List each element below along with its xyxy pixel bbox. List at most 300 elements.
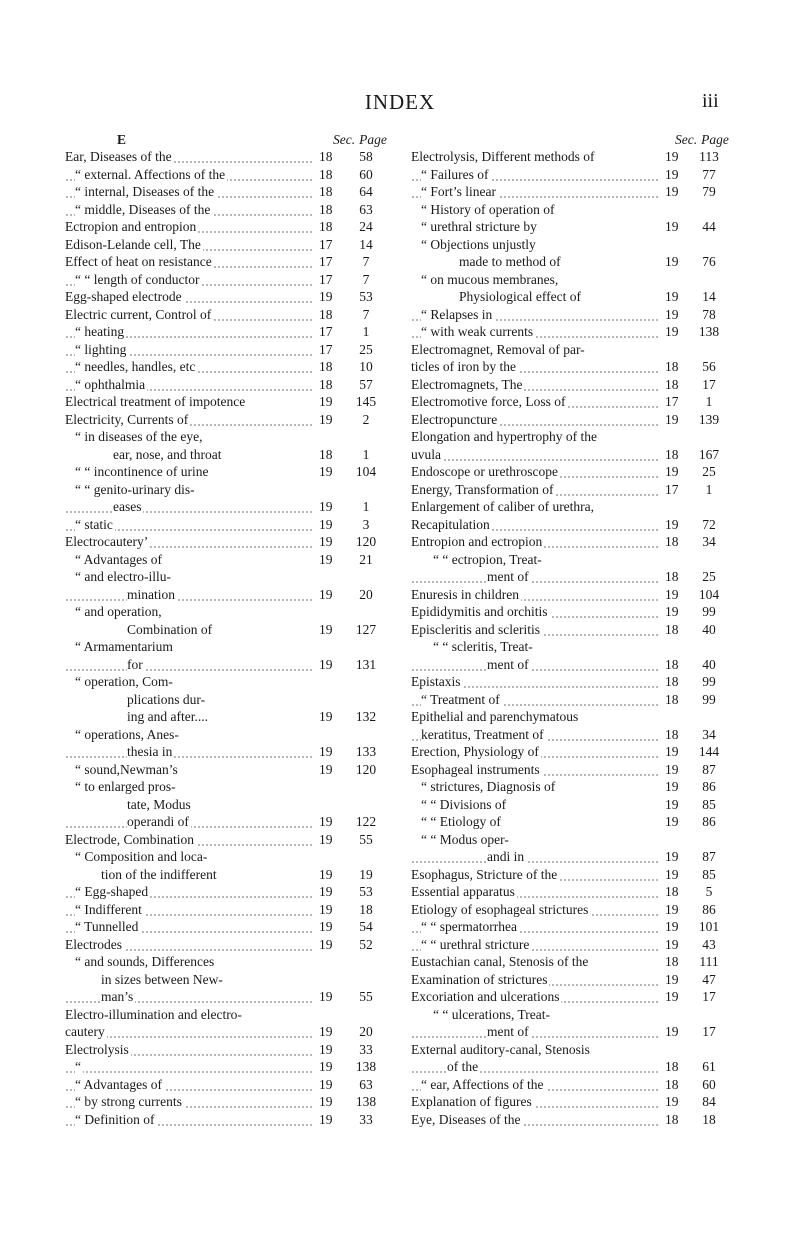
index-entry bbox=[65, 183, 405, 201]
entry-page: 52 bbox=[348, 936, 381, 954]
entry-page: 138 bbox=[348, 1058, 381, 1076]
entry-text: Electro-illumination and electro- bbox=[65, 1006, 242, 1022]
index-entry bbox=[411, 1041, 731, 1059]
index-entry bbox=[411, 586, 731, 604]
entry-text: “ and operation, bbox=[75, 604, 162, 619]
entry-page: 60 bbox=[348, 166, 381, 184]
entry-section: 19 bbox=[659, 603, 689, 621]
index-entry bbox=[65, 358, 405, 376]
entry-section: 18 bbox=[313, 306, 344, 324]
index-entry bbox=[411, 621, 731, 639]
entry-text: Ear, Diseases of the bbox=[65, 149, 172, 164]
entry-section: 17 bbox=[659, 393, 689, 411]
index-entry bbox=[65, 236, 405, 254]
entry-section: 19 bbox=[659, 516, 689, 534]
entry-text: “ “ Modus oper- bbox=[421, 831, 509, 847]
entry-text: ear, nose, and throat bbox=[113, 446, 222, 462]
entry-section: 18 bbox=[659, 621, 689, 639]
index-entry bbox=[65, 848, 405, 866]
entry-page: 10 bbox=[348, 358, 381, 376]
index-entry bbox=[411, 656, 731, 674]
index-entry bbox=[65, 1006, 405, 1024]
index-entry bbox=[65, 428, 405, 446]
entry-text: Electropuncture bbox=[411, 411, 498, 427]
entry-section: 19 bbox=[659, 1093, 689, 1111]
entry-text: “ “ spermatorrhea bbox=[421, 919, 517, 934]
index-entry bbox=[65, 1093, 405, 1111]
index-entry bbox=[411, 988, 731, 1006]
entry-page: 63 bbox=[348, 201, 381, 219]
index-entry bbox=[65, 726, 405, 744]
entry-page: 1 bbox=[348, 323, 381, 341]
entry-text: “ middle, Diseases of the bbox=[75, 201, 211, 217]
entry-text: in sizes between New- bbox=[101, 971, 223, 987]
entry-text: Excoriation and ulcerations bbox=[411, 989, 560, 1004]
entry-text: “ in diseases of the eye, bbox=[75, 429, 203, 444]
entry-text: “ Failures of bbox=[421, 166, 489, 182]
entry-text: Enlargement of caliber of urethra, bbox=[411, 499, 595, 514]
entry-section: 19 bbox=[313, 1093, 344, 1111]
index-entry bbox=[65, 271, 405, 289]
index-entry bbox=[411, 288, 731, 306]
entry-page: 34 bbox=[690, 726, 725, 744]
entry-section: 19 bbox=[659, 1023, 689, 1041]
entry-section: 19 bbox=[659, 901, 689, 919]
index-entry bbox=[411, 883, 731, 901]
entry-page: 20 bbox=[348, 1023, 381, 1041]
entry-text: Episcleritis and scleritis bbox=[411, 621, 540, 637]
entry-page: 5 bbox=[690, 883, 725, 901]
entry-page: 120 bbox=[348, 533, 381, 551]
entry-text: “ Tunnelled bbox=[75, 919, 139, 934]
entry-section: 19 bbox=[659, 288, 689, 306]
index-entry bbox=[65, 796, 405, 814]
entry-page: 17 bbox=[690, 376, 725, 394]
entry-section: 19 bbox=[313, 743, 344, 761]
index-entry bbox=[65, 656, 405, 674]
entry-section: 18 bbox=[659, 656, 689, 674]
index-entry bbox=[411, 533, 731, 551]
index-entry bbox=[65, 866, 405, 884]
entry-page: 40 bbox=[690, 621, 725, 639]
entry-section: 19 bbox=[659, 971, 689, 989]
entry-text: man’s bbox=[101, 989, 134, 1004]
entry-section: 19 bbox=[659, 848, 689, 866]
index-entry bbox=[65, 1111, 405, 1129]
entry-section: 19 bbox=[313, 516, 344, 534]
entry-page: 86 bbox=[690, 813, 725, 831]
entry-section: 18 bbox=[313, 218, 344, 236]
entry-section: 18 bbox=[659, 673, 689, 691]
entry-section: 19 bbox=[659, 866, 689, 884]
entry-text: Electrode, Combination bbox=[65, 831, 194, 847]
index-entry bbox=[411, 1093, 731, 1111]
entry-page: 53 bbox=[348, 288, 381, 306]
entry-page: 87 bbox=[690, 848, 725, 866]
index-entry bbox=[65, 568, 405, 586]
index-entry bbox=[411, 253, 731, 271]
entry-text: eases bbox=[113, 499, 142, 514]
index-entry bbox=[411, 568, 731, 586]
entry-page: 99 bbox=[690, 603, 725, 621]
index-entry bbox=[411, 708, 731, 726]
entry-section: 18 bbox=[313, 446, 344, 464]
entry-page: 122 bbox=[348, 813, 381, 831]
index-entry bbox=[65, 323, 405, 341]
entry-text: Electrical treatment of impotence bbox=[65, 394, 246, 409]
index-entry bbox=[65, 341, 405, 359]
index-entry bbox=[411, 428, 731, 446]
entry-section: 18 bbox=[313, 166, 344, 184]
entry-text: Recapitulation bbox=[411, 516, 490, 532]
index-entry bbox=[411, 971, 731, 989]
entry-section: 18 bbox=[659, 376, 689, 394]
entry-text: “ Advantages of bbox=[75, 1076, 162, 1092]
entry-page: 21 bbox=[348, 551, 381, 569]
index-entry bbox=[65, 166, 405, 184]
entry-section: 19 bbox=[659, 253, 689, 271]
index-entry bbox=[65, 1041, 405, 1059]
entry-text: External auditory-canal, Stenosis bbox=[411, 1041, 590, 1057]
entry-text: Egg-shaped electrode bbox=[65, 289, 182, 304]
entry-text: “ Fort’s linear bbox=[421, 184, 496, 199]
entry-section: 19 bbox=[313, 1023, 344, 1041]
index-entry bbox=[411, 936, 731, 954]
entry-section: 19 bbox=[659, 918, 689, 936]
entry-text: “ by strong currents bbox=[75, 1094, 182, 1109]
index-entry bbox=[411, 393, 731, 411]
entry-page: 63 bbox=[348, 1076, 381, 1094]
index-entry bbox=[65, 376, 405, 394]
entry-text: Esophageal instruments bbox=[411, 761, 540, 777]
entry-text: Electrodes bbox=[65, 936, 122, 952]
page-column-label: Page bbox=[359, 132, 387, 147]
index-entry bbox=[411, 813, 731, 831]
entry-page: 86 bbox=[690, 901, 725, 919]
entry-page: 99 bbox=[690, 691, 725, 709]
index-entry bbox=[411, 551, 731, 569]
index-entry bbox=[65, 446, 405, 464]
entry-page: 84 bbox=[690, 1093, 725, 1111]
entry-page: 1 bbox=[348, 446, 381, 464]
index-entry bbox=[65, 673, 405, 691]
entry-text: “ bbox=[75, 1059, 81, 1074]
entry-text: plications dur- bbox=[127, 691, 206, 707]
index-entry bbox=[65, 831, 405, 849]
entry-section: 19 bbox=[313, 918, 344, 936]
index-entry bbox=[65, 498, 405, 516]
entry-text: Electromagnet, Removal of par- bbox=[411, 341, 585, 357]
page-number: iii bbox=[702, 90, 719, 112]
entry-text: “ operations, Anes- bbox=[75, 726, 179, 742]
entry-section: 19 bbox=[313, 551, 344, 569]
entry-page: 17 bbox=[690, 988, 725, 1006]
entry-text: “ “ length of conductor bbox=[75, 271, 200, 287]
index-entry bbox=[411, 236, 731, 254]
index-entry bbox=[411, 831, 731, 849]
entry-text: for bbox=[127, 656, 143, 672]
index-entry bbox=[411, 306, 731, 324]
index-entry bbox=[411, 1111, 731, 1129]
index-entry bbox=[65, 551, 405, 569]
entry-section: 19 bbox=[313, 411, 344, 429]
index-entry bbox=[65, 936, 405, 954]
entry-section: 18 bbox=[659, 568, 689, 586]
index-entry bbox=[65, 218, 405, 236]
entry-text: “ strictures, Diagnosis of bbox=[421, 779, 556, 794]
index-entry bbox=[411, 498, 731, 516]
entry-text: Endoscope or urethroscope bbox=[411, 464, 558, 479]
entry-text: Enuresis in children bbox=[411, 586, 519, 602]
entry-page: 55 bbox=[348, 831, 381, 849]
index-entry bbox=[411, 516, 731, 534]
entry-section: 18 bbox=[659, 358, 689, 376]
entry-text: Entropion and ectropion bbox=[411, 534, 543, 549]
entry-page: 127 bbox=[348, 621, 381, 639]
entry-section: 19 bbox=[659, 411, 689, 429]
entry-text: cautery bbox=[65, 1024, 105, 1039]
entry-section: 19 bbox=[659, 813, 689, 831]
index-entries bbox=[411, 148, 731, 1128]
entry-section: 19 bbox=[659, 323, 689, 341]
entry-text: Electrocautery’ bbox=[65, 534, 149, 549]
entry-page: 72 bbox=[690, 516, 725, 534]
entry-text: tion of the indifferent bbox=[101, 866, 217, 882]
index-entry bbox=[411, 848, 731, 866]
entry-section: 19 bbox=[313, 656, 344, 674]
entry-text: Essential apparatus bbox=[411, 884, 515, 899]
index-entry bbox=[411, 603, 731, 621]
entry-text: Explanation of figures bbox=[411, 1094, 532, 1109]
page-header bbox=[0, 90, 800, 114]
entry-section: 19 bbox=[313, 621, 344, 639]
index-entry bbox=[411, 358, 731, 376]
entry-section: 19 bbox=[659, 936, 689, 954]
entry-section: 19 bbox=[313, 1058, 344, 1076]
index-entry bbox=[65, 586, 405, 604]
entry-text: Eustachian canal, Stenosis of the bbox=[411, 954, 589, 969]
index-entry bbox=[411, 866, 731, 884]
entry-page: 1 bbox=[690, 393, 725, 411]
entry-page: 139 bbox=[690, 411, 725, 429]
entry-text: “ “ urethral stricture bbox=[421, 936, 530, 952]
entry-page: 25 bbox=[690, 568, 725, 586]
entry-section: 19 bbox=[659, 761, 689, 779]
index-entry bbox=[411, 726, 731, 744]
entry-page: 113 bbox=[690, 148, 725, 166]
entry-page: 86 bbox=[690, 778, 725, 796]
entry-page: 24 bbox=[348, 218, 381, 236]
index-entry bbox=[411, 446, 731, 464]
index-entry bbox=[65, 988, 405, 1006]
index-entry bbox=[65, 516, 405, 534]
entry-page: 132 bbox=[348, 708, 381, 726]
entry-text: “ ophthalmia bbox=[75, 376, 146, 392]
index-entry bbox=[65, 1076, 405, 1094]
index-entry bbox=[411, 463, 731, 481]
entry-text: “ and sounds, Differences bbox=[75, 954, 215, 969]
entry-section: 17 bbox=[313, 323, 344, 341]
entry-section: 19 bbox=[313, 1041, 344, 1059]
index-entry bbox=[65, 411, 405, 429]
entry-page: 76 bbox=[690, 253, 725, 271]
entry-section: 19 bbox=[313, 393, 344, 411]
index-entry bbox=[411, 691, 731, 709]
entry-section: 19 bbox=[313, 533, 344, 551]
entry-page: 2 bbox=[348, 411, 381, 429]
entry-text: “ static bbox=[75, 516, 113, 532]
index-entry bbox=[411, 341, 731, 359]
entry-text: Etiology of esophageal strictures bbox=[411, 901, 589, 917]
index-entry bbox=[411, 953, 731, 971]
entry-text: “ urethral stricture by bbox=[421, 219, 537, 234]
index-entries bbox=[65, 148, 405, 1128]
entry-page: 78 bbox=[690, 306, 725, 324]
entry-page: 64 bbox=[348, 183, 381, 201]
entry-section: 18 bbox=[659, 533, 689, 551]
entry-page: 58 bbox=[348, 148, 381, 166]
page-title: INDEX bbox=[364, 90, 436, 114]
entry-section: 18 bbox=[313, 183, 344, 201]
entry-text: “ “ scleritis, Treat- bbox=[433, 639, 533, 654]
column-header bbox=[65, 132, 405, 148]
entry-section: 19 bbox=[659, 183, 689, 201]
index-entry bbox=[65, 481, 405, 499]
entry-text: Epithelial and parenchymatous bbox=[411, 709, 579, 724]
entry-page: 17 bbox=[690, 1023, 725, 1041]
entry-text: “ needles, handles, etc bbox=[75, 359, 196, 374]
index-entry bbox=[65, 708, 405, 726]
entry-text: thesia in bbox=[127, 744, 173, 759]
entry-section: 19 bbox=[659, 743, 689, 761]
entry-text: ticles of iron by the bbox=[411, 359, 516, 374]
entry-text: Electric current, Control of bbox=[65, 306, 212, 322]
entry-section: 19 bbox=[313, 463, 344, 481]
entry-section: 19 bbox=[659, 988, 689, 1006]
entry-page: 14 bbox=[690, 288, 725, 306]
entry-page: 33 bbox=[348, 1111, 381, 1129]
entry-text: “ on mucous membranes, bbox=[421, 271, 559, 287]
entry-text: Eye, Diseases of the bbox=[411, 1111, 521, 1127]
index-entry bbox=[411, 481, 731, 499]
index-column-right bbox=[411, 132, 731, 1128]
entry-page: 99 bbox=[690, 673, 725, 691]
entry-page: 138 bbox=[690, 323, 725, 341]
entry-text: “ Treatment of bbox=[421, 691, 500, 707]
entry-page: 1 bbox=[690, 481, 725, 499]
entry-section: 19 bbox=[313, 883, 344, 901]
entry-page: 7 bbox=[348, 306, 381, 324]
entry-section: 19 bbox=[659, 218, 689, 236]
entry-text: ing and after.... bbox=[127, 709, 208, 724]
entry-section: 18 bbox=[659, 883, 689, 901]
entry-page: 79 bbox=[690, 183, 725, 201]
entry-page: 54 bbox=[348, 918, 381, 936]
index-entry bbox=[65, 621, 405, 639]
entry-text: “ Egg-shaped bbox=[75, 884, 149, 899]
entry-section: 18 bbox=[313, 376, 344, 394]
entry-text: “ “ incontinence of urine bbox=[75, 464, 209, 479]
index-entry bbox=[411, 1058, 731, 1076]
index-entry bbox=[65, 1023, 405, 1041]
entry-section: 18 bbox=[659, 1111, 689, 1129]
entry-page: 77 bbox=[690, 166, 725, 184]
index-entry bbox=[411, 638, 731, 656]
index-entry bbox=[411, 761, 731, 779]
sec-column-label: Sec. bbox=[333, 132, 356, 147]
entry-section: 19 bbox=[313, 498, 344, 516]
entry-text: “ with weak currents bbox=[421, 324, 534, 339]
entry-text: “ internal, Diseases of the bbox=[75, 184, 215, 199]
entry-section: 19 bbox=[313, 1076, 344, 1094]
index-entry bbox=[411, 901, 731, 919]
entry-text: “ to enlarged pros- bbox=[75, 779, 176, 794]
entry-page: 18 bbox=[348, 901, 381, 919]
entry-page: 25 bbox=[348, 341, 381, 359]
entry-section: 18 bbox=[659, 726, 689, 744]
entry-text: “ and electro-illu- bbox=[75, 569, 171, 584]
index-entry bbox=[411, 271, 731, 289]
entry-page: 60 bbox=[690, 1076, 725, 1094]
index-entry bbox=[411, 673, 731, 691]
entry-text: “ operation, Com- bbox=[75, 674, 173, 689]
entry-text: “ “ Divisions of bbox=[421, 796, 507, 812]
entry-text: Physiological effect of bbox=[459, 289, 581, 304]
entry-section: 19 bbox=[313, 288, 344, 306]
index-entry bbox=[65, 253, 405, 271]
entry-section: 19 bbox=[313, 708, 344, 726]
entry-page: 138 bbox=[348, 1093, 381, 1111]
entry-section: 19 bbox=[659, 148, 689, 166]
entry-section: 17 bbox=[659, 481, 689, 499]
entry-section: 18 bbox=[313, 201, 344, 219]
entry-page: 61 bbox=[690, 1058, 725, 1076]
entry-section: 17 bbox=[313, 271, 344, 289]
entry-page: 101 bbox=[690, 918, 725, 936]
entry-text: “ “ Etiology of bbox=[421, 814, 501, 829]
entry-section: 19 bbox=[313, 1111, 344, 1129]
entry-page: 133 bbox=[348, 743, 381, 761]
entry-page: 7 bbox=[348, 253, 381, 271]
entry-text: Electromotive force, Loss of bbox=[411, 394, 566, 409]
entry-text: “ heating bbox=[75, 324, 125, 339]
entry-page: 145 bbox=[348, 393, 381, 411]
entry-page: 111 bbox=[690, 953, 725, 971]
index-entry bbox=[411, 796, 731, 814]
entry-page: 14 bbox=[348, 236, 381, 254]
index-entry bbox=[65, 918, 405, 936]
index-entry bbox=[65, 971, 405, 989]
index-entry bbox=[65, 638, 405, 656]
entry-section: 19 bbox=[659, 586, 689, 604]
entry-text: “ Relapses in bbox=[421, 306, 493, 322]
index-entry bbox=[411, 411, 731, 429]
entry-section: 19 bbox=[313, 866, 344, 884]
entry-page: 57 bbox=[348, 376, 381, 394]
entry-page: 40 bbox=[690, 656, 725, 674]
entry-text: Edison-Lelande cell, The bbox=[65, 236, 201, 252]
entry-page: 25 bbox=[690, 463, 725, 481]
entry-text: mination bbox=[127, 586, 175, 602]
entry-text: Erection, Physiology of bbox=[411, 744, 539, 759]
entry-text: “ sound,Newman’s bbox=[75, 761, 178, 777]
entry-text: “ Definition of bbox=[75, 1111, 155, 1127]
entry-page: 104 bbox=[690, 586, 725, 604]
index-entry bbox=[411, 323, 731, 341]
index-entry bbox=[65, 148, 405, 166]
entry-section: 19 bbox=[313, 901, 344, 919]
index-entry bbox=[411, 183, 731, 201]
